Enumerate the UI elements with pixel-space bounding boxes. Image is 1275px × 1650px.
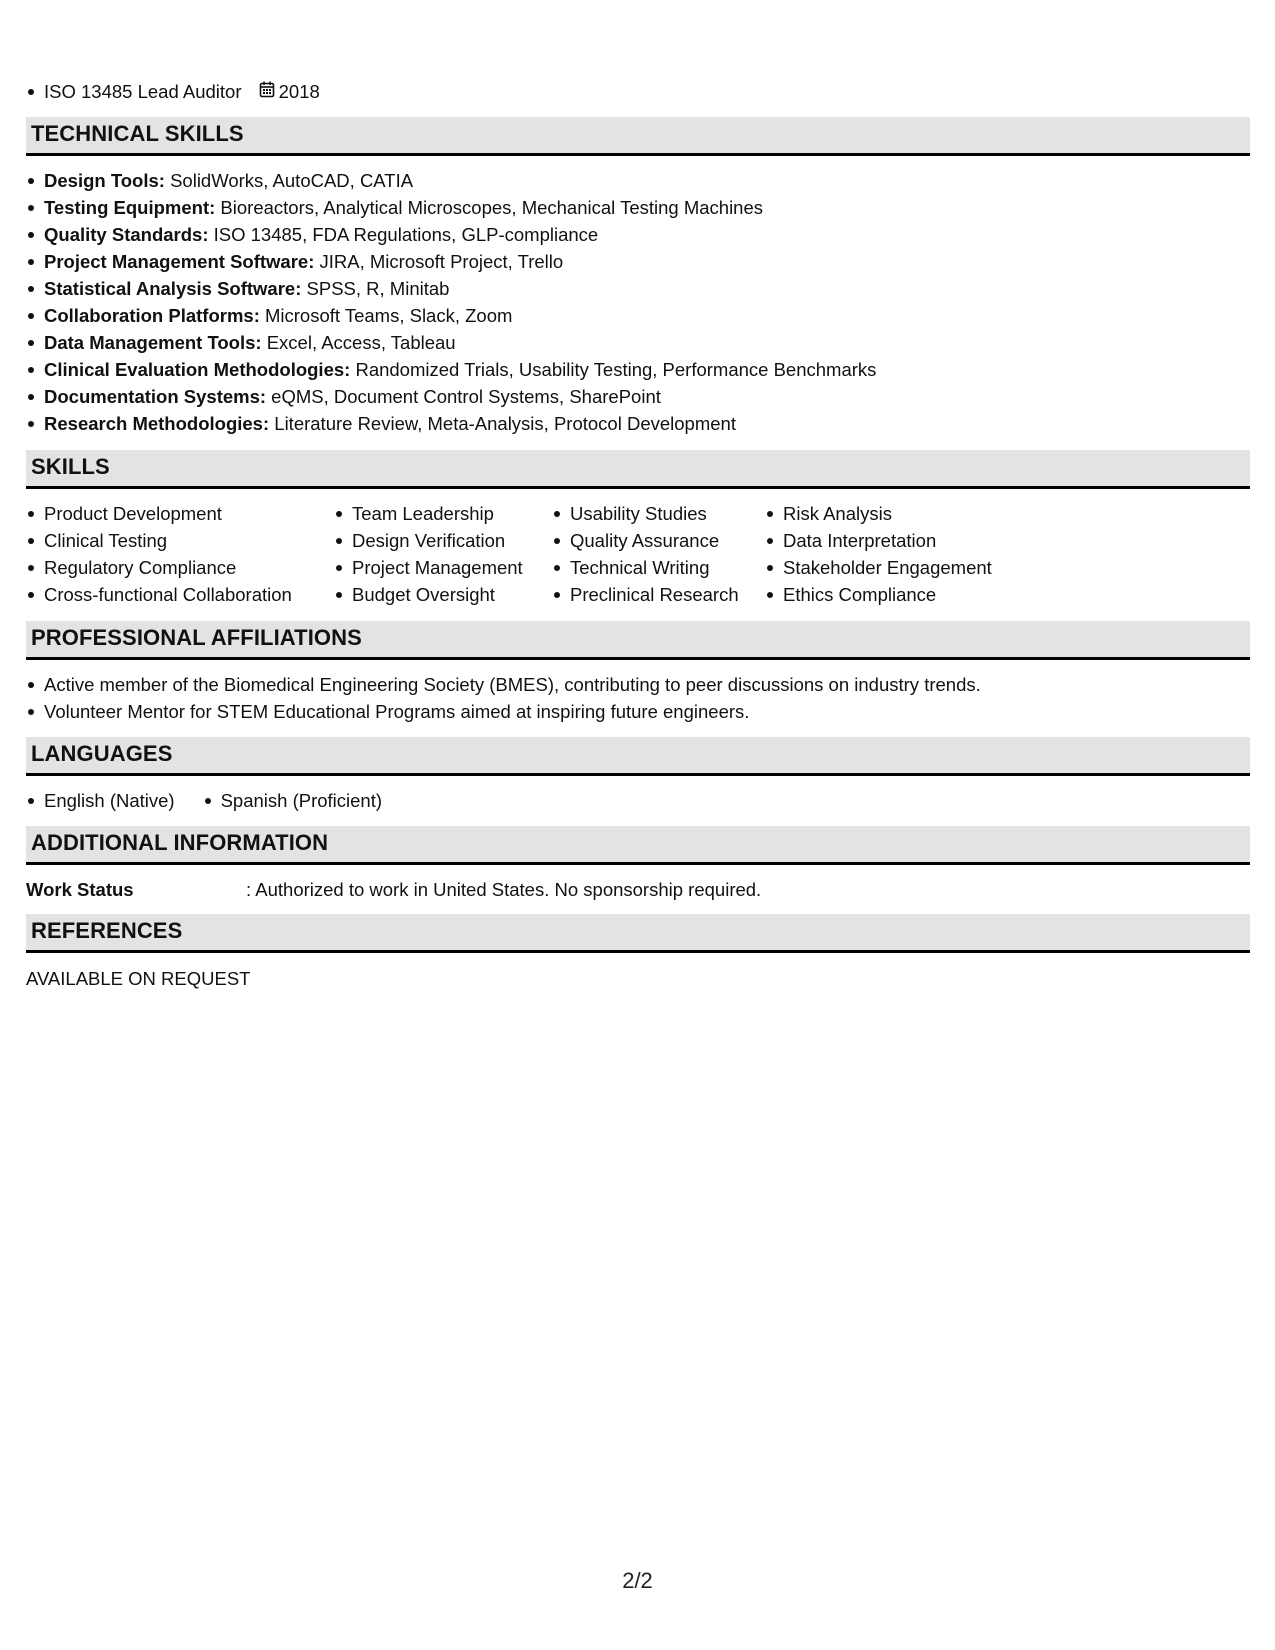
technical-skill-label: Clinical Evaluation Methodologies: [44,359,351,380]
technical-skill-label: Testing Equipment: [44,197,216,218]
language-item: Spanish (Proficient) [203,787,382,814]
affiliation-item: Active member of the Biomedical Engineering Society (BMES), contributing to peer discussions on industry trends. [26,671,981,698]
affiliations-title: PROFESSIONAL AFFILIATIONS [31,625,362,650]
skill-item: Clinical Testing [26,527,324,554]
skills-column-2 [334,500,542,608]
skill-item: Preclinical Research [552,581,755,608]
technical-skill-label: Project Management Software: [44,251,315,272]
certification-item [26,78,320,105]
technical-skills-list [26,167,876,437]
technical-skill-item [26,302,876,329]
technical-skill-value: Excel, Access, Tableau [261,332,456,353]
language-item: English (Native) [26,787,175,814]
technical-skill-value: SolidWorks, AutoCAD, CATIA [164,170,414,191]
skills-column-1 [26,500,324,608]
certification-name: ISO 13485 Lead Auditor [44,81,242,102]
technical-skill-item [26,383,876,410]
technical-skills-title: TECHNICAL SKILLS [31,121,244,146]
skill-item: Usability Studies [552,500,755,527]
technical-skill-value: JIRA, Microsoft Project, Trello [314,251,564,272]
work-status-row [26,876,761,903]
skill-item: Product Development [26,500,324,527]
references-text: AVAILABLE ON REQUEST [26,968,251,989]
additional-info-title: ADDITIONAL INFORMATION [31,830,329,855]
calendar-icon [259,78,275,105]
skill-item: Ethics Compliance [765,581,1025,608]
languages-title: LANGUAGES [31,741,173,766]
skill-item: Team Leadership [334,500,542,527]
technical-skill-value: Microsoft Teams, Slack, Zoom [259,305,513,326]
technical-skill-item [26,194,876,221]
skills-column-4 [765,500,1025,608]
skills-grid [26,500,1035,608]
affiliations-list [26,671,981,725]
work-status-value: : Authorized to work in United States. No sponsorship required. [246,879,762,900]
skill-item: Design Verification [334,527,542,554]
skills-column-3 [552,500,755,608]
skills-title: SKILLS [31,454,110,479]
additional-info-heading [26,826,1250,865]
technical-skill-value: Literature Review, Meta-Analysis, Protocol Development [269,413,736,434]
skill-item: Regulatory Compliance [26,554,324,581]
technical-skill-value: ISO 13485, FDA Regulations, GLP-compliance [208,224,599,245]
skill-item: Cross-functional Collaboration [26,581,324,608]
certification-year [259,78,320,105]
work-status-label: Work Status [26,879,134,900]
technical-skill-label: Quality Standards: [44,224,209,245]
technical-skill-item [26,167,876,194]
affiliation-item: Volunteer Mentor for STEM Educational Programs aimed at inspiring future engineers. [26,698,981,725]
skills-heading [26,450,1250,489]
technical-skill-label: Research Methodologies: [44,413,270,434]
technical-skill-item [26,221,876,248]
references-title: REFERENCES [31,918,183,943]
technical-skill-item [26,356,876,383]
skill-item: Technical Writing [552,554,755,581]
technical-skill-value: SPSS, R, Minitab [301,278,450,299]
technical-skill-item [26,248,876,275]
affiliations-heading [26,621,1250,660]
page-number: 2/2 [622,1568,653,1593]
skill-item: Stakeholder Engagement [765,554,1025,581]
technical-skill-item [26,410,876,437]
technical-skill-label: Design Tools: [44,170,165,191]
skill-item: Data Interpretation [765,527,1025,554]
skill-item: Quality Assurance [552,527,755,554]
technical-skill-label: Collaboration Platforms: [44,305,260,326]
references-heading [26,914,1250,953]
technical-skill-label: Statistical Analysis Software: [44,278,302,299]
skill-item: Risk Analysis [765,500,1025,527]
certification-list [26,78,320,105]
technical-skill-item [26,275,876,302]
technical-skill-label: Documentation Systems: [44,386,267,407]
technical-skill-label: Data Management Tools: [44,332,262,353]
technical-skill-item [26,329,876,356]
skill-item: Project Management [334,554,542,581]
technical-skill-value: Randomized Trials, Usability Testing, Performance Benchmarks [350,359,877,380]
technical-skill-value: Bioreactors, Analytical Microscopes, Mechanical Testing Machines [215,197,764,218]
certification-year-text: 2018 [278,81,320,102]
languages-heading [26,737,1250,776]
technical-skill-value: eQMS, Document Control Systems, SharePoint [266,386,661,407]
skill-item: Budget Oversight [334,581,542,608]
technical-skills-heading [26,117,1250,156]
languages-list [26,787,410,814]
